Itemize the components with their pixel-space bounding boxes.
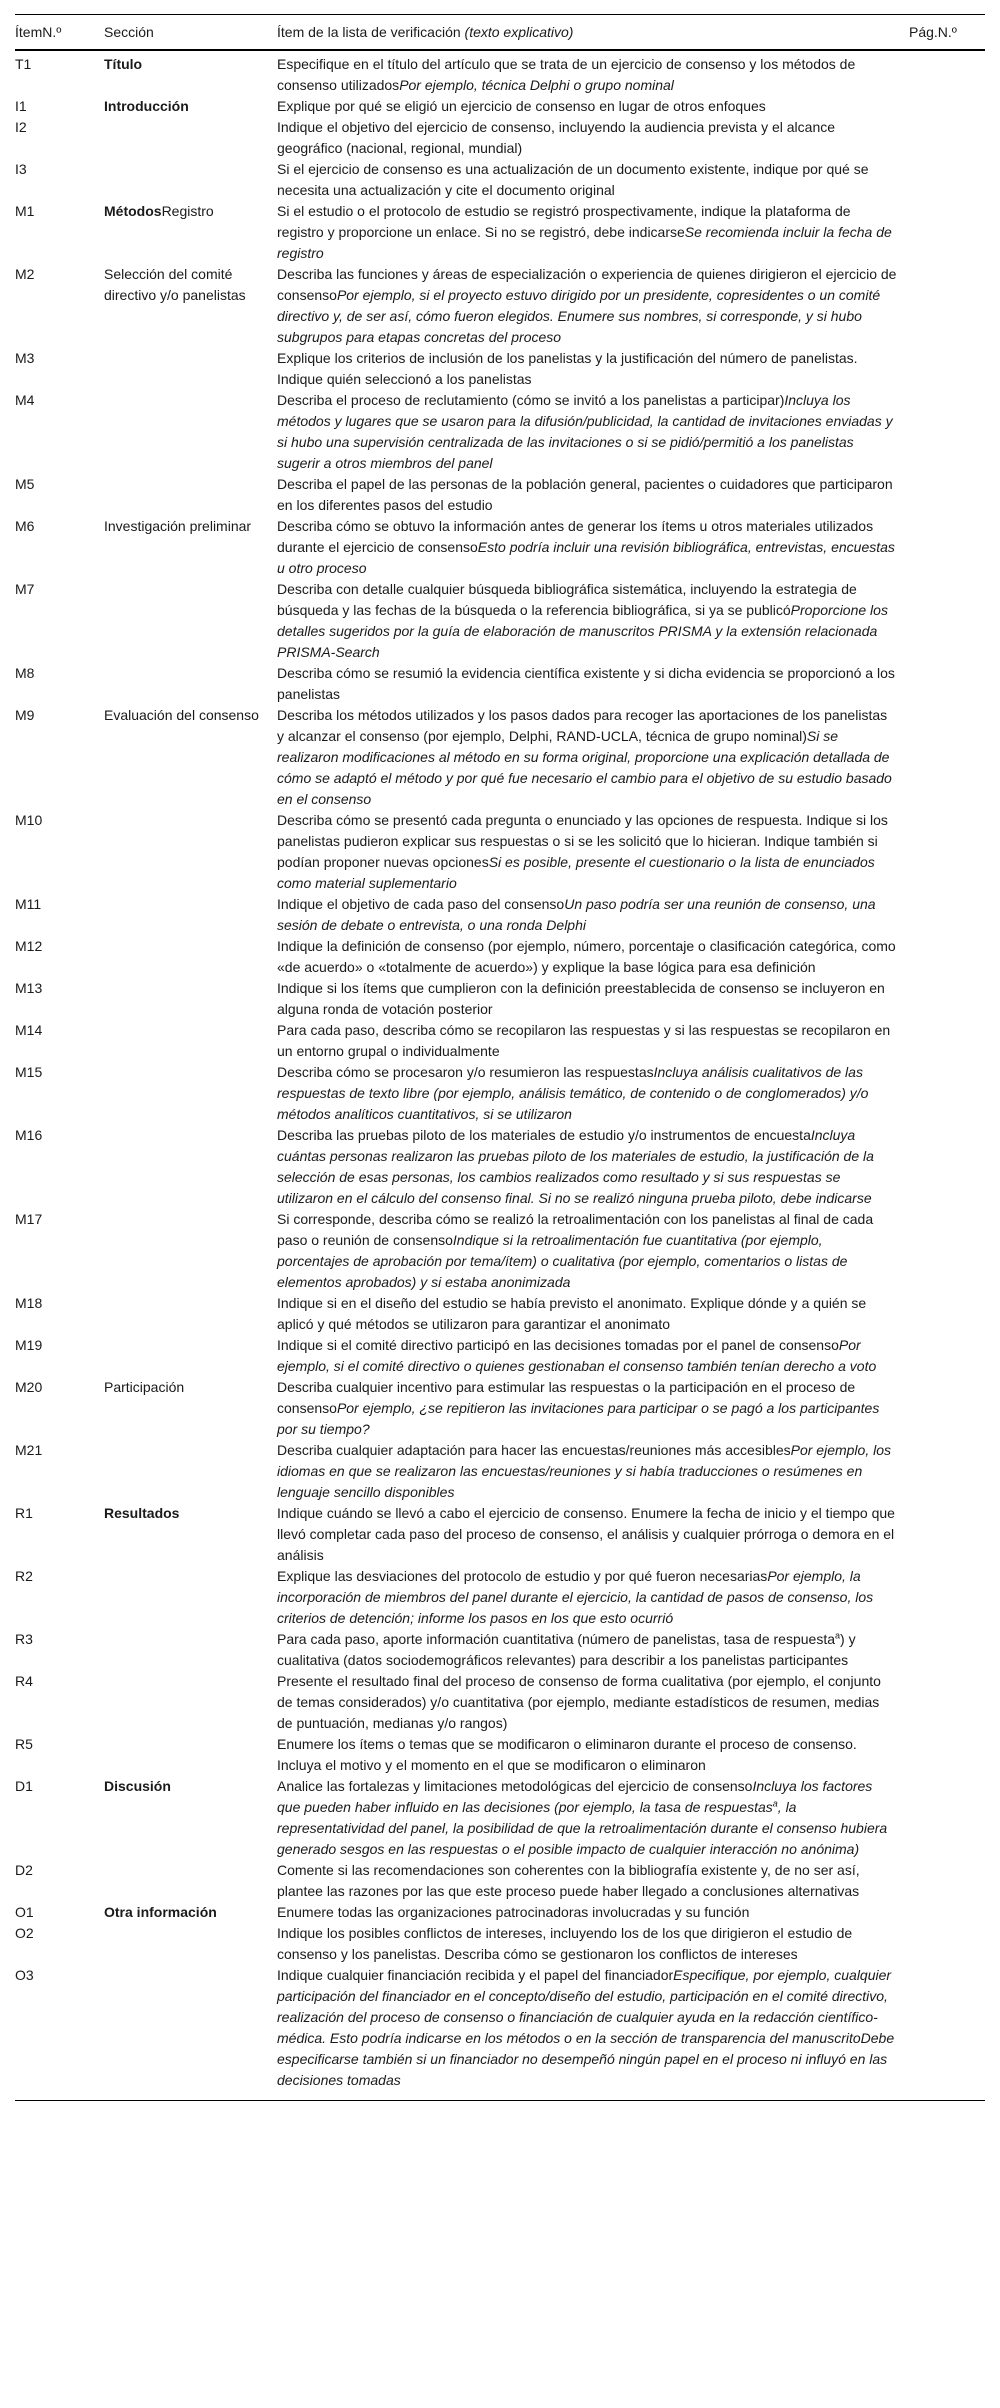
item-description: Describa las funciones y áreas de especialización o experiencia de quienes dirigieron el ejercicio de consenso: [277, 266, 897, 303]
item-number: O3: [15, 1967, 34, 1983]
item-number: R2: [15, 1568, 33, 1584]
table-row: [15, 117, 985, 159]
item-description: Si el ejercicio de consenso es una actualización de un documento existente, indique por qué se necesita una actualización y cite el documento original: [277, 161, 869, 198]
table-row: [15, 474, 985, 516]
page-number[interactable]: [909, 1209, 985, 1293]
checklist-item-text: [277, 264, 909, 348]
header-item-number: ÍtemN.º: [15, 24, 62, 40]
item-number: D1: [15, 1778, 33, 1794]
table-row: [15, 1335, 985, 1377]
checklist-item-text: [277, 1965, 909, 2101]
item-description: Indique el objetivo de cada paso del consenso: [277, 896, 565, 912]
checklist-item-text: [277, 1125, 909, 1209]
item-description: Para cada paso, aporte información cuantitativa (número de panelistas, tasa de respuesta: [277, 1631, 835, 1647]
page-number[interactable]: [909, 579, 985, 663]
item-description: Describa cómo se presentó cada pregunta o enunciado y las opciones de respuesta. Indique si los panelistas pudieron explicar sus respuestas o si se les solicitó que lo hicieran. Indique también si podían proponer nuevas opciones: [277, 812, 888, 870]
section-cell: [104, 705, 277, 810]
section-cell: [104, 390, 277, 474]
page-number[interactable]: [909, 1503, 985, 1566]
item-number: R3: [15, 1631, 33, 1647]
page-number[interactable]: [909, 1440, 985, 1503]
table-row: [15, 1440, 985, 1503]
item-description: Indique cualquier financiación recibida y el papel del financiador: [277, 1967, 674, 1983]
checklist-item-text: [277, 1335, 909, 1377]
item-description: Explique los criterios de inclusión de los panelistas y la justificación del número de panelistas. Indique quién seleccionó a los panelistas: [277, 350, 858, 387]
checklist-item-text: [277, 663, 909, 705]
item-number: M6: [15, 518, 35, 534]
subsection-title: Investigación preliminar: [104, 518, 252, 534]
section-cell: [104, 1503, 277, 1566]
page-number[interactable]: [909, 1125, 985, 1209]
section-title: Resultados: [104, 1505, 180, 1521]
explanatory-note: Esto podría incluir una revisión bibliográfica, entrevistas, encuestas u otro proceso: [277, 539, 895, 576]
explanatory-note: Si se realizaron modificaciones al método en su forma original, proporcione una explicación detallada de cómo se adaptó el método y por qué fue necesario el cambio para el objetivo de su estudio basado en el consenso: [277, 728, 892, 807]
item-number: D2: [15, 1862, 33, 1878]
section-cell: [104, 978, 277, 1020]
table-row: [15, 390, 985, 474]
table-row: [15, 936, 985, 978]
table-row: [15, 1965, 985, 2101]
table-row: [15, 96, 985, 117]
item-number: I1: [15, 98, 27, 114]
explanatory-note: Por ejemplo, si el proyecto estuvo dirigido por un presidente, copresidentes o un comité directivo y, de ser así, cómo fueron elegidos. Enumere sus nombres, si corresponde, y si hubo subgrupos para etapas concretas del proceso: [277, 287, 881, 345]
page-number[interactable]: [909, 1377, 985, 1440]
page-number[interactable]: [909, 117, 985, 159]
section-cell: [104, 1209, 277, 1293]
section-cell: [104, 1902, 277, 1923]
section-cell: [104, 1923, 277, 1965]
item-description: Para cada paso, describa cómo se recopilaron las respuestas y si las respuestas se recopilaron en un entorno grupal o individualmente: [277, 1022, 891, 1059]
section-cell: [104, 1965, 277, 2101]
explanatory-note: Por ejemplo, ¿se repitieron las invitaciones para participar o se pagó a los participantes por su tiempo?: [277, 1400, 880, 1437]
table-row: [15, 1860, 985, 1902]
section-title: Título: [104, 56, 143, 72]
table-row: [15, 978, 985, 1020]
item-number: R4: [15, 1673, 33, 1689]
explanatory-note: Si es posible, presente el cuestionario o la lista de enunciados como material suplementario: [277, 854, 875, 891]
item-description: Describa el papel de las personas de la población general, pacientes o cuidadores que participaron en los diferentes pasos del estudio: [277, 476, 893, 513]
item-number: M9: [15, 707, 35, 723]
item-number: M16: [15, 1127, 43, 1143]
item-number: M5: [15, 476, 35, 492]
section-cell: [104, 894, 277, 936]
item-number: M13: [15, 980, 43, 996]
explanatory-note: Por ejemplo, si el comité directivo o quienes gestionaban el consenso también tenían derecho a voto: [277, 1337, 877, 1374]
page-number[interactable]: [909, 1629, 985, 1671]
page-number[interactable]: [909, 1734, 985, 1776]
item-number: M1: [15, 203, 35, 219]
table-row: [15, 1902, 985, 1923]
item-description: Indique cuándo se llevó a cabo el ejercicio de consenso. Enumere la fecha de inicio y el tiempo que llevó completar cada paso del proceso de consenso, el análisis y cualquier prórroga o demora en el análisis: [277, 1505, 895, 1563]
section-cell: [104, 1776, 277, 1860]
explanatory-note: Por ejemplo, técnica Delphi o grupo nominal: [399, 77, 674, 93]
page-number[interactable]: [909, 810, 985, 894]
item-number: M14: [15, 1022, 43, 1038]
table-row: [15, 50, 985, 96]
item-number: M19: [15, 1337, 43, 1353]
checklist-table: [15, 14, 985, 2101]
section-cell: [104, 663, 277, 705]
section-cell: [104, 1671, 277, 1734]
section-cell: [104, 1020, 277, 1062]
table-row: [15, 1629, 985, 1671]
item-number: I3: [15, 161, 27, 177]
item-description: Enumere los ítems o temas que se modificaron o eliminaron durante el proceso de consenso. Incluya el motivo y el momento en el que se modificaron o eliminaron: [277, 1736, 857, 1773]
page-number[interactable]: [909, 50, 985, 96]
table-header-row: [15, 15, 985, 51]
page-number[interactable]: [909, 1020, 985, 1062]
checklist-item-text: [277, 1734, 909, 1776]
checklist-item-text: [277, 1377, 909, 1440]
item-description: Presente el resultado final del proceso de consenso de forma cualitativa (por ejemplo, el conjunto de temas considerados) y/o cuantitativa (por ejemplo, mediante estadísticos de resumen, medias de puntuación, medianas y/o rangos): [277, 1673, 881, 1731]
page-number[interactable]: [909, 1671, 985, 1734]
checklist-item-text: [277, 1860, 909, 1902]
checklist-item-text: [277, 705, 909, 810]
page-number[interactable]: [909, 201, 985, 264]
checklist-item-text: [277, 201, 909, 264]
item-description: Describa con detalle cualquier búsqueda bibliográfica sistemática, incluyendo la estrategia de búsqueda y las fechas de la búsqueda o la referencia bibliográfica, si ya se publicó: [277, 581, 857, 618]
item-number: M18: [15, 1295, 43, 1311]
checklist-item-text: [277, 474, 909, 516]
section-cell: [104, 1377, 277, 1440]
item-number: M15: [15, 1064, 43, 1080]
section-title: Introducción: [104, 98, 189, 114]
item-description: Describa cualquier incentivo para estimular las respuestas o la participación en el proceso de consenso: [277, 1379, 856, 1416]
section-cell: [104, 264, 277, 348]
page-number[interactable]: [909, 1965, 985, 2101]
table-row: [15, 1020, 985, 1062]
item-number: M10: [15, 812, 43, 828]
table-row: [15, 1734, 985, 1776]
section-cell: [104, 810, 277, 894]
item-description: Describa cómo se procesaron y/o resumieron las respuestas: [277, 1064, 654, 1080]
checklist-item-text: [277, 1671, 909, 1734]
item-number: M11: [15, 896, 42, 912]
page-number[interactable]: [909, 474, 985, 516]
subsection-title: Participación: [104, 1379, 185, 1395]
item-description: Describa el proceso de reclutamiento (cómo se invitó a los panelistas a participar): [277, 392, 785, 408]
item-number: O2: [15, 1925, 34, 1941]
table-row: [15, 264, 985, 348]
checklist-table-container: [15, 14, 985, 2101]
page-number[interactable]: [909, 516, 985, 579]
item-description: Especifique en el título del artículo que se trata de un ejercicio de consenso y los métodos de consenso utilizados: [277, 56, 856, 93]
checklist-item-text: [277, 1062, 909, 1125]
table-row: [15, 1671, 985, 1734]
table-row: [15, 810, 985, 894]
checklist-item-text: [277, 390, 909, 474]
item-description: Describa las pruebas piloto de los materiales de estudio y/o instrumentos de encuesta: [277, 1127, 811, 1143]
item-number: M12: [15, 938, 43, 954]
item-description: Indique si en el diseño del estudio se había previsto el anonimato. Explique dónde y a quién se aplicó y qué métodos se utilizaron para garantizar el anonimato: [277, 1295, 867, 1332]
section-cell: [104, 1293, 277, 1335]
page-number[interactable]: [909, 1566, 985, 1629]
checklist-item-text: [277, 1923, 909, 1965]
explanatory-note: Incluya los métodos y lugares que se usaron para la difusión/publicidad, la cantidad de invitaciones enviadas y si hubo una supervisión centralizada de las invitaciones o si se pidió/permitió a los panelistas sugerir a otros miembros del panel: [277, 392, 893, 471]
explanatory-note: Un paso podría ser una reunión de consenso, una sesión de debate o entrevista, o una ronda Delphi: [277, 896, 876, 933]
section-cell: [104, 1566, 277, 1629]
item-number: M20: [15, 1379, 43, 1395]
table-row: [15, 1923, 985, 1965]
section-cell: [104, 936, 277, 978]
subsection-title: Evaluación del consenso: [104, 707, 259, 723]
checklist-item-text: [277, 1776, 909, 1860]
item-description: Enumere todas las organizaciones patrocinadoras involucradas y su función: [277, 1904, 750, 1920]
item-number: M21: [15, 1442, 43, 1458]
table-row: [15, 1293, 985, 1335]
item-description: Describa cualquier adaptación para hacer las encuestas/reuniones más accesibles: [277, 1442, 791, 1458]
checklist-item-text: [277, 1566, 909, 1629]
page-number[interactable]: [909, 705, 985, 810]
item-description: Explique por qué se eligió un ejercicio de consenso en lugar de otros enfoques: [277, 98, 766, 114]
table-row: [15, 1776, 985, 1860]
item-number: M17: [15, 1211, 43, 1227]
item-description: Comente si las recomendaciones son coherentes con la bibliografía existente y, de no ser así, plantee las razones por las que este proceso puede haber llegado a conclusiones alternativas: [277, 1862, 860, 1899]
checklist-item-text: [277, 159, 909, 201]
checklist-item-text: [277, 579, 909, 663]
item-description: Si el estudio o el protocolo de estudio se registró prospectivamente, indique la plataforma de registro y proporcione un enlace. Si no se registró, debe indicarse: [277, 203, 851, 240]
page-number[interactable]: [909, 1293, 985, 1335]
page-number[interactable]: [909, 1902, 985, 1923]
page-number[interactable]: [909, 264, 985, 348]
section-cell: [104, 348, 277, 390]
item-number: R1: [15, 1505, 33, 1521]
item-number: R5: [15, 1736, 33, 1752]
section-title: Discusión: [104, 1778, 171, 1794]
page-number[interactable]: [909, 96, 985, 117]
section-cell: [104, 1440, 277, 1503]
page-number[interactable]: [909, 1860, 985, 1902]
explanatory-note: Incluya los factores que pueden haber influido en las decisiones (por ejemplo, la tasa de respuestas: [277, 1778, 873, 1815]
checklist-item-text: [277, 894, 909, 936]
table-row: [15, 579, 985, 663]
section-cell: [104, 50, 277, 96]
item-number: T1: [15, 56, 32, 72]
table-row: [15, 201, 985, 264]
item-number: M3: [15, 350, 35, 366]
explanatory-note: Incluya cuántas personas realizaron las pruebas piloto de los materiales de estudio, la justificación de la selección de esas personas, los cambios realizados como resultado y si sus respuestas se utilizaron en el cálculo del consenso final. Si no se realizó ninguna prueba piloto, debe indicarse: [277, 1127, 874, 1206]
checklist-item-text: [277, 1440, 909, 1503]
header-checklist-note: (texto explicativo): [464, 24, 574, 40]
page-number[interactable]: [909, 1062, 985, 1125]
item-description: Indique el objetivo del ejercicio de consenso, incluyendo la audiencia prevista y el alcance geográfico (nacional, regional, mundial): [277, 119, 836, 156]
checklist-item-text: [277, 50, 909, 96]
explanatory-note: Por ejemplo, la incorporación de miembros del panel durante el ejercicio, la cantidad de pasos de consenso, los criterios de detención; informe los pasos en los que esto ocurrió: [277, 1568, 874, 1626]
section-title: Otra información: [104, 1904, 217, 1920]
section-cell: [104, 516, 277, 579]
table-body: [15, 50, 985, 2101]
section-cell: [104, 1860, 277, 1902]
explanatory-note: Indique si la retroalimentación fue cuantitativa (por ejemplo, porcentajes de aprobación por tema/ítem) o cualitativa (por ejemplo, comentarios o listas de elementos aprobados) y si estaba anonimizada: [277, 1232, 848, 1290]
subsection-title: Selección del comité directivo y/o panelistas: [104, 266, 246, 303]
footnote-marker: a: [835, 1630, 841, 1641]
checklist-item-text: [277, 348, 909, 390]
section-cell: [104, 1062, 277, 1125]
table-row: [15, 705, 985, 810]
checklist-item-text: [277, 96, 909, 117]
section-cell: [104, 1125, 277, 1209]
page-number[interactable]: [909, 978, 985, 1020]
page-number[interactable]: [909, 936, 985, 978]
page-number[interactable]: [909, 348, 985, 390]
item-number: M4: [15, 392, 35, 408]
footnote-marker: a: [772, 1798, 778, 1809]
table-row: [15, 1125, 985, 1209]
item-description: Describa cómo se resumió la evidencia científica existente y si dicha evidencia se proporcionó a los panelistas: [277, 665, 895, 702]
subsection-title: Registro: [161, 203, 214, 219]
page-number[interactable]: [909, 1335, 985, 1377]
section-cell: [104, 579, 277, 663]
item-number: I2: [15, 119, 27, 135]
checklist-item-text: [277, 117, 909, 159]
checklist-item-text: [277, 1629, 909, 1671]
explanatory-note: Se recomienda incluir la fecha de registro: [277, 224, 892, 261]
checklist-item-text: [277, 810, 909, 894]
item-description: Indique los posibles conflictos de intereses, incluyendo los de los que dirigieron el estudio de consenso y los panelistas. Describa cómo se gestionaron los conflictos de intereses: [277, 1925, 853, 1962]
section-cell: [104, 201, 277, 264]
table-row: [15, 663, 985, 705]
checklist-item-text: [277, 516, 909, 579]
section-cell: [104, 159, 277, 201]
table-row: [15, 894, 985, 936]
item-description: Describa los métodos utilizados y los pasos dados para recoger las aportaciones de los panelistas y alcanzar el consenso (por ejemplo, Delphi, RAND-UCLA, técnica de grupo nominal): [277, 707, 888, 744]
table-row: [15, 348, 985, 390]
table-row: [15, 1377, 985, 1440]
explanatory-note: Por ejemplo, los idiomas en que se realizaron las encuestas/reuniones y si había traducciones o resúmenes en lenguaje sencillo disponibles: [277, 1442, 892, 1500]
page-number[interactable]: [909, 894, 985, 936]
page-number[interactable]: [909, 390, 985, 474]
explanatory-note: Proporcione los detalles sugeridos por la guía de elaboración de manuscritos PRISMA y la extensión relacionada PRISMA-Search: [277, 602, 888, 660]
header-checklist-main: Ítem de la lista de verificación: [277, 24, 465, 40]
header-page-number: Pág.N.º: [909, 24, 957, 40]
checklist-item-text: [277, 1503, 909, 1566]
item-description: Indique si el comité directivo participó en las decisiones tomadas por el panel de consenso: [277, 1337, 839, 1353]
checklist-item-text: [277, 936, 909, 978]
checklist-item-text: [277, 1293, 909, 1335]
page-number[interactable]: [909, 159, 985, 201]
item-description: Explique las desviaciones del protocolo de estudio y por qué fueron necesarias: [277, 1568, 768, 1584]
item-description: Describa cómo se obtuvo la información antes de generar los ítems u otros materiales utilizados durante el ejercicio de consenso: [277, 518, 874, 555]
item-description-continued: ) y cualitativa (datos sociodemográficos relevantes) para describir a los panelistas participantes: [277, 1631, 856, 1668]
header-checklist-item: [277, 15, 909, 51]
checklist-item-text: [277, 1020, 909, 1062]
section-title: Métodos: [104, 203, 162, 219]
checklist-item-text: [277, 1209, 909, 1293]
item-description: Indique la definición de consenso (por ejemplo, número, porcentaje o clasificación categórica, como «de acuerdo» o «totalmente de acuerdo») y explique la base lógica para esa definición: [277, 938, 896, 975]
explanatory-note: Incluya análisis cualitativos de las respuestas de texto libre (por ejemplo, análisis temático, de contenido o de conglomerados) y/o métodos analíticos cuantitativos, si se utilizaron: [277, 1064, 869, 1122]
checklist-item-text: [277, 1902, 909, 1923]
section-cell: [104, 1734, 277, 1776]
page-number[interactable]: [909, 1776, 985, 1860]
section-cell: [104, 117, 277, 159]
item-number: M8: [15, 665, 35, 681]
table-row: [15, 1062, 985, 1125]
explanatory-note: Especifique, por ejemplo, cualquier participación del financiador en el concepto/diseño del estudio, participación en el comité directivo, realización del proceso de consenso o financiación de cualquier ayuda en la redacción científico-médica. Esto podría indicarse en los métodos o en la sección de transparencia del manuscritoDebe especificarse también si un financiador no desempeñó ningún papel en el proceso ni influyó en las decisiones tomadas: [277, 1967, 895, 2088]
table-row: [15, 1566, 985, 1629]
item-number: M2: [15, 266, 35, 282]
item-number: O1: [15, 1904, 34, 1920]
table-row: [15, 516, 985, 579]
header-section: Sección: [104, 24, 154, 40]
table-row: [15, 159, 985, 201]
item-number: M7: [15, 581, 35, 597]
page-number[interactable]: [909, 1923, 985, 1965]
item-description: Indique si los ítems que cumplieron con la definición preestablecida de consenso se incluyeron en alguna ronda de votación posterior: [277, 980, 885, 1017]
section-cell: [104, 474, 277, 516]
item-description: Si corresponde, describa cómo se realizó la retroalimentación con los panelistas al final de cada paso o reunión de consenso: [277, 1211, 874, 1248]
page-number[interactable]: [909, 663, 985, 705]
section-cell: [104, 1335, 277, 1377]
table-row: [15, 1503, 985, 1566]
section-cell: [104, 96, 277, 117]
table-row: [15, 1209, 985, 1293]
checklist-item-text: [277, 978, 909, 1020]
section-cell: [104, 1629, 277, 1671]
item-description: Analice las fortalezas y limitaciones metodológicas del ejercicio de consenso: [277, 1778, 753, 1794]
explanatory-note-continued: , la representatividad del panel, la posibilidad de que la retroalimentación durante el consenso hubiera generado sesgos en las respuestas o el posible impacto de cualquier interacción no anónima): [277, 1799, 888, 1857]
